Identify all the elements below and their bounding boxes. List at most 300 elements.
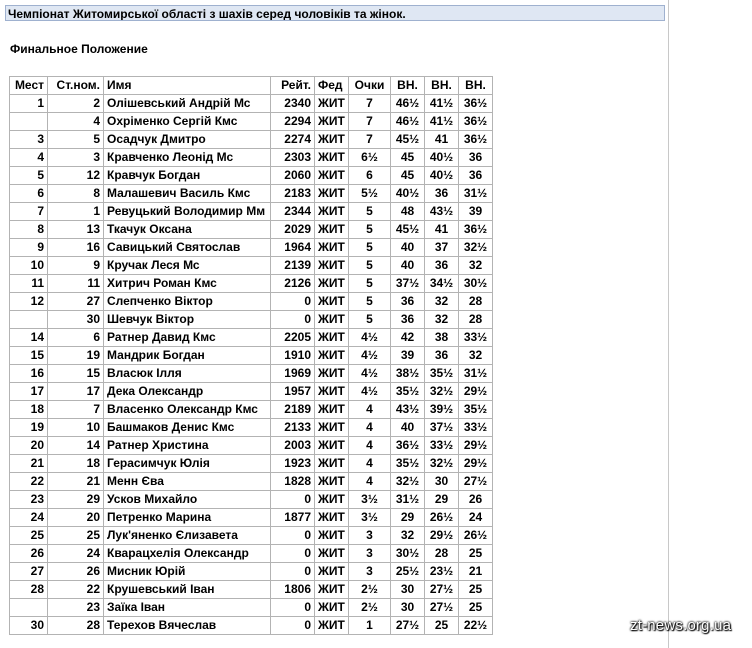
cell-place: 24 bbox=[10, 509, 48, 527]
header-place: Мест bbox=[10, 77, 48, 95]
cell-tiebreak-3: 36 bbox=[459, 149, 493, 167]
cell-tiebreak-2: 36 bbox=[425, 185, 459, 203]
cell-points: 4½ bbox=[349, 329, 391, 347]
cell-start-number: 13 bbox=[48, 221, 104, 239]
cell-tiebreak-3: 26½ bbox=[459, 527, 493, 545]
table-row bbox=[10, 347, 493, 365]
cell-tiebreak-1: 45½ bbox=[391, 221, 425, 239]
table-row bbox=[10, 113, 493, 131]
cell-tiebreak-1: 46½ bbox=[391, 95, 425, 113]
cell-start-number: 28 bbox=[48, 617, 104, 635]
cell-name: Слепченко Віктор bbox=[104, 293, 271, 311]
table-row bbox=[10, 239, 493, 257]
cell-points: 1 bbox=[349, 617, 391, 635]
cell-rating: 1923 bbox=[271, 455, 315, 473]
cell-place: 11 bbox=[10, 275, 48, 293]
cell-tiebreak-3: 31½ bbox=[459, 185, 493, 203]
cell-name: Герасимчук Юлія bbox=[104, 455, 271, 473]
cell-name: Менн Єва bbox=[104, 473, 271, 491]
cell-name: Петренко Марина bbox=[104, 509, 271, 527]
cell-name: Власюк Ілля bbox=[104, 365, 271, 383]
cell-start-number: 14 bbox=[48, 437, 104, 455]
cell-tiebreak-1: 40 bbox=[391, 257, 425, 275]
cell-rating: 1877 bbox=[271, 509, 315, 527]
cell-place: 4 bbox=[10, 149, 48, 167]
cell-tiebreak-3: 30½ bbox=[459, 275, 493, 293]
cell-points: 5 bbox=[349, 221, 391, 239]
cell-place: 16 bbox=[10, 365, 48, 383]
cell-tiebreak-1: 32 bbox=[391, 527, 425, 545]
cell-tiebreak-3: 31½ bbox=[459, 365, 493, 383]
cell-federation: ЖИТ bbox=[315, 581, 349, 599]
cell-points: 2½ bbox=[349, 599, 391, 617]
cell-federation: ЖИТ bbox=[315, 131, 349, 149]
cell-name: Крушевський Іван bbox=[104, 581, 271, 599]
cell-tiebreak-2: 29½ bbox=[425, 527, 459, 545]
cell-tiebreak-3: 36½ bbox=[459, 95, 493, 113]
cell-tiebreak-2: 32½ bbox=[425, 455, 459, 473]
cell-start-number: 8 bbox=[48, 185, 104, 203]
cell-federation: ЖИТ bbox=[315, 185, 349, 203]
cell-tiebreak-2: 26½ bbox=[425, 509, 459, 527]
table-row bbox=[10, 437, 493, 455]
cell-points: 4½ bbox=[349, 347, 391, 365]
cell-tiebreak-1: 29 bbox=[391, 509, 425, 527]
cell-place: 30 bbox=[10, 617, 48, 635]
cell-start-number: 20 bbox=[48, 509, 104, 527]
cell-points: 5 bbox=[349, 239, 391, 257]
cell-name: Кравчук Богдан bbox=[104, 167, 271, 185]
table-row bbox=[10, 149, 493, 167]
cell-rating: 0 bbox=[271, 545, 315, 563]
cell-tiebreak-2: 29 bbox=[425, 491, 459, 509]
cell-tiebreak-2: 40½ bbox=[425, 167, 459, 185]
cell-tiebreak-1: 45 bbox=[391, 149, 425, 167]
cell-rating: 2133 bbox=[271, 419, 315, 437]
cell-start-number: 25 bbox=[48, 527, 104, 545]
table-row bbox=[10, 365, 493, 383]
cell-tiebreak-2: 36 bbox=[425, 257, 459, 275]
table-row bbox=[10, 455, 493, 473]
cell-name: Осадчук Дмитро bbox=[104, 131, 271, 149]
cell-federation: ЖИТ bbox=[315, 383, 349, 401]
cell-place: 8 bbox=[10, 221, 48, 239]
cell-federation: ЖИТ bbox=[315, 545, 349, 563]
table-row bbox=[10, 167, 493, 185]
cell-points: 3 bbox=[349, 545, 391, 563]
cell-start-number: 21 bbox=[48, 473, 104, 491]
cell-tiebreak-3: 29½ bbox=[459, 383, 493, 401]
cell-name: Мисник Юрій bbox=[104, 563, 271, 581]
cell-start-number: 2 bbox=[48, 95, 104, 113]
cell-tiebreak-2: 41½ bbox=[425, 95, 459, 113]
frame-divider bbox=[668, 0, 669, 648]
cell-tiebreak-1: 36 bbox=[391, 293, 425, 311]
cell-place bbox=[10, 311, 48, 329]
cell-start-number: 29 bbox=[48, 491, 104, 509]
cell-place: 15 bbox=[10, 347, 48, 365]
cell-tiebreak-2: 25 bbox=[425, 617, 459, 635]
cell-rating: 1957 bbox=[271, 383, 315, 401]
cell-start-number: 5 bbox=[48, 131, 104, 149]
cell-name: Ратнер Христина bbox=[104, 437, 271, 455]
cell-federation: ЖИТ bbox=[315, 311, 349, 329]
cell-tiebreak-3: 36½ bbox=[459, 221, 493, 239]
cell-federation: ЖИТ bbox=[315, 329, 349, 347]
cell-name: Олішевський Андрій Мс bbox=[104, 95, 271, 113]
cell-points: 4½ bbox=[349, 365, 391, 383]
cell-tiebreak-1: 42 bbox=[391, 329, 425, 347]
cell-tiebreak-3: 36 bbox=[459, 167, 493, 185]
cell-name: Мандрик Богдан bbox=[104, 347, 271, 365]
cell-federation: ЖИТ bbox=[315, 221, 349, 239]
cell-tiebreak-1: 30 bbox=[391, 599, 425, 617]
cell-start-number: 9 bbox=[48, 257, 104, 275]
cell-rating: 2344 bbox=[271, 203, 315, 221]
cell-tiebreak-2: 38 bbox=[425, 329, 459, 347]
cell-start-number: 7 bbox=[48, 401, 104, 419]
cell-tiebreak-2: 27½ bbox=[425, 581, 459, 599]
cell-start-number: 22 bbox=[48, 581, 104, 599]
cell-start-number: 10 bbox=[48, 419, 104, 437]
cell-tiebreak-3: 36½ bbox=[459, 113, 493, 131]
cell-rating: 2294 bbox=[271, 113, 315, 131]
cell-tiebreak-1: 25½ bbox=[391, 563, 425, 581]
cell-rating: 2189 bbox=[271, 401, 315, 419]
cell-points: 7 bbox=[349, 95, 391, 113]
cell-tiebreak-1: 40 bbox=[391, 419, 425, 437]
cell-place: 10 bbox=[10, 257, 48, 275]
cell-tiebreak-1: 45½ bbox=[391, 131, 425, 149]
cell-rating: 2139 bbox=[271, 257, 315, 275]
header-tiebreak-3: ВН. bbox=[459, 77, 493, 95]
cell-tiebreak-2: 40½ bbox=[425, 149, 459, 167]
cell-points: 7 bbox=[349, 131, 391, 149]
cell-tiebreak-2: 37½ bbox=[425, 419, 459, 437]
cell-points: 4 bbox=[349, 401, 391, 419]
cell-tiebreak-1: 37½ bbox=[391, 275, 425, 293]
cell-tiebreak-1: 48 bbox=[391, 203, 425, 221]
cell-name: Кручак Леся Мс bbox=[104, 257, 271, 275]
table-row bbox=[10, 185, 493, 203]
cell-place: 5 bbox=[10, 167, 48, 185]
cell-place: 21 bbox=[10, 455, 48, 473]
cell-federation: ЖИТ bbox=[315, 239, 349, 257]
cell-name: Башмаков Денис Кмс bbox=[104, 419, 271, 437]
cell-federation: ЖИТ bbox=[315, 491, 349, 509]
cell-points: 6½ bbox=[349, 149, 391, 167]
cell-start-number: 6 bbox=[48, 329, 104, 347]
cell-rating: 1969 bbox=[271, 365, 315, 383]
cell-tiebreak-3: 32 bbox=[459, 347, 493, 365]
table-row bbox=[10, 401, 493, 419]
cell-points: 5 bbox=[349, 257, 391, 275]
cell-start-number: 26 bbox=[48, 563, 104, 581]
cell-name: Лук'яненко Єлизавета bbox=[104, 527, 271, 545]
cell-place: 22 bbox=[10, 473, 48, 491]
cell-place: 3 bbox=[10, 131, 48, 149]
cell-federation: ЖИТ bbox=[315, 527, 349, 545]
cell-tiebreak-2: 32 bbox=[425, 311, 459, 329]
cell-tiebreak-3: 28 bbox=[459, 311, 493, 329]
cell-tiebreak-1: 30½ bbox=[391, 545, 425, 563]
cell-points: 4 bbox=[349, 473, 391, 491]
cell-rating: 1910 bbox=[271, 347, 315, 365]
header-tiebreak-2: ВН. bbox=[425, 77, 459, 95]
table-row bbox=[10, 329, 493, 347]
cell-name: Власенко Олександр Кмс bbox=[104, 401, 271, 419]
cell-place bbox=[10, 113, 48, 131]
cell-place: 7 bbox=[10, 203, 48, 221]
table-row bbox=[10, 491, 493, 509]
cell-name: Малашевич Василь Кмс bbox=[104, 185, 271, 203]
cell-points: 5 bbox=[349, 275, 391, 293]
cell-start-number: 12 bbox=[48, 167, 104, 185]
cell-tiebreak-1: 35½ bbox=[391, 455, 425, 473]
table-row bbox=[10, 95, 493, 113]
cell-points: 4½ bbox=[349, 383, 391, 401]
cell-name: Охріменко Сергій Кмс bbox=[104, 113, 271, 131]
header-federation: Фед bbox=[315, 77, 349, 95]
cell-place bbox=[10, 599, 48, 617]
cell-federation: ЖИТ bbox=[315, 509, 349, 527]
cell-tiebreak-1: 39 bbox=[391, 347, 425, 365]
cell-federation: ЖИТ bbox=[315, 167, 349, 185]
cell-tiebreak-3: 29½ bbox=[459, 437, 493, 455]
cell-name: Ткачук Оксана bbox=[104, 221, 271, 239]
cell-tiebreak-2: 41 bbox=[425, 131, 459, 149]
cell-federation: ЖИТ bbox=[315, 455, 349, 473]
cell-rating: 1828 bbox=[271, 473, 315, 491]
cell-rating: 2303 bbox=[271, 149, 315, 167]
cell-tiebreak-2: 35½ bbox=[425, 365, 459, 383]
cell-place: 14 bbox=[10, 329, 48, 347]
cell-points: 3½ bbox=[349, 509, 391, 527]
cell-name: Дека Олександр bbox=[104, 383, 271, 401]
cell-start-number: 24 bbox=[48, 545, 104, 563]
cell-federation: ЖИТ bbox=[315, 257, 349, 275]
cell-start-number: 1 bbox=[48, 203, 104, 221]
table-row bbox=[10, 527, 493, 545]
cell-rating: 2060 bbox=[271, 167, 315, 185]
cell-name: Кравченко Леонід Мс bbox=[104, 149, 271, 167]
cell-name: Кварацхелія Олександр bbox=[104, 545, 271, 563]
cell-tiebreak-3: 25 bbox=[459, 581, 493, 599]
cell-tiebreak-2: 33½ bbox=[425, 437, 459, 455]
table-row bbox=[10, 275, 493, 293]
cell-rating: 0 bbox=[271, 491, 315, 509]
table-row bbox=[10, 311, 493, 329]
cell-rating: 0 bbox=[271, 599, 315, 617]
table-row bbox=[10, 617, 493, 635]
cell-federation: ЖИТ bbox=[315, 617, 349, 635]
cell-federation: ЖИТ bbox=[315, 365, 349, 383]
cell-name: Терехов Вячеслав bbox=[104, 617, 271, 635]
table-row bbox=[10, 581, 493, 599]
cell-place: 23 bbox=[10, 491, 48, 509]
cell-rating: 2274 bbox=[271, 131, 315, 149]
cell-tiebreak-3: 33½ bbox=[459, 419, 493, 437]
cell-rating: 2205 bbox=[271, 329, 315, 347]
table-row bbox=[10, 473, 493, 491]
cell-tiebreak-2: 36 bbox=[425, 347, 459, 365]
cell-federation: ЖИТ bbox=[315, 599, 349, 617]
cell-tiebreak-3: 21 bbox=[459, 563, 493, 581]
header-tiebreak-1: ВН. bbox=[391, 77, 425, 95]
cell-tiebreak-1: 38½ bbox=[391, 365, 425, 383]
cell-tiebreak-3: 27½ bbox=[459, 473, 493, 491]
cell-rating: 2003 bbox=[271, 437, 315, 455]
cell-points: 4 bbox=[349, 419, 391, 437]
cell-rating: 1964 bbox=[271, 239, 315, 257]
table-row bbox=[10, 293, 493, 311]
table-row bbox=[10, 545, 493, 563]
cell-rating: 1806 bbox=[271, 581, 315, 599]
cell-rating: 0 bbox=[271, 311, 315, 329]
cell-federation: ЖИТ bbox=[315, 419, 349, 437]
cell-tiebreak-1: 32½ bbox=[391, 473, 425, 491]
cell-tiebreak-1: 45 bbox=[391, 167, 425, 185]
cell-tiebreak-2: 23½ bbox=[425, 563, 459, 581]
header-start-number: Ст.ном. bbox=[48, 77, 104, 95]
cell-rating: 2126 bbox=[271, 275, 315, 293]
cell-tiebreak-2: 34½ bbox=[425, 275, 459, 293]
cell-tiebreak-1: 36 bbox=[391, 311, 425, 329]
cell-tiebreak-3: 25 bbox=[459, 599, 493, 617]
cell-tiebreak-1: 35½ bbox=[391, 383, 425, 401]
cell-rating: 2183 bbox=[271, 185, 315, 203]
cell-tiebreak-1: 40½ bbox=[391, 185, 425, 203]
cell-start-number: 11 bbox=[48, 275, 104, 293]
table-row bbox=[10, 599, 493, 617]
cell-tiebreak-1: 27½ bbox=[391, 617, 425, 635]
cell-federation: ЖИТ bbox=[315, 293, 349, 311]
cell-place: 9 bbox=[10, 239, 48, 257]
cell-federation: ЖИТ bbox=[315, 275, 349, 293]
cell-place: 12 bbox=[10, 293, 48, 311]
cell-tiebreak-3: 29½ bbox=[459, 455, 493, 473]
cell-rating: 0 bbox=[271, 617, 315, 635]
cell-tiebreak-1: 40 bbox=[391, 239, 425, 257]
cell-tiebreak-3: 25 bbox=[459, 545, 493, 563]
cell-tiebreak-2: 43½ bbox=[425, 203, 459, 221]
cell-tiebreak-3: 35½ bbox=[459, 401, 493, 419]
cell-start-number: 27 bbox=[48, 293, 104, 311]
cell-place: 26 bbox=[10, 545, 48, 563]
cell-federation: ЖИТ bbox=[315, 203, 349, 221]
cell-start-number: 3 bbox=[48, 149, 104, 167]
cell-points: 6 bbox=[349, 167, 391, 185]
cell-federation: ЖИТ bbox=[315, 113, 349, 131]
cell-federation: ЖИТ bbox=[315, 473, 349, 491]
table-row bbox=[10, 257, 493, 275]
cell-tiebreak-3: 24 bbox=[459, 509, 493, 527]
cell-tiebreak-2: 30 bbox=[425, 473, 459, 491]
standings-table bbox=[9, 76, 493, 635]
cell-rating: 2340 bbox=[271, 95, 315, 113]
cell-tiebreak-3: 32½ bbox=[459, 239, 493, 257]
cell-points: 3 bbox=[349, 527, 391, 545]
cell-tiebreak-3: 33½ bbox=[459, 329, 493, 347]
cell-tiebreak-2: 41½ bbox=[425, 113, 459, 131]
header-rating: Рейт. bbox=[271, 77, 315, 95]
cell-name: Шевчук Віктор bbox=[104, 311, 271, 329]
cell-tiebreak-3: 26 bbox=[459, 491, 493, 509]
header-points: Очки bbox=[349, 77, 391, 95]
cell-tiebreak-3: 36½ bbox=[459, 131, 493, 149]
cell-tiebreak-1: 46½ bbox=[391, 113, 425, 131]
cell-name: Хитрич Роман Кмс bbox=[104, 275, 271, 293]
cell-place: 1 bbox=[10, 95, 48, 113]
cell-rating: 0 bbox=[271, 563, 315, 581]
cell-place: 20 bbox=[10, 437, 48, 455]
cell-tiebreak-2: 27½ bbox=[425, 599, 459, 617]
standings-subtitle: Финальное Положение bbox=[10, 42, 148, 56]
table-row bbox=[10, 509, 493, 527]
cell-tiebreak-1: 30 bbox=[391, 581, 425, 599]
cell-tiebreak-2: 39½ bbox=[425, 401, 459, 419]
cell-place: 25 bbox=[10, 527, 48, 545]
cell-place: 19 bbox=[10, 419, 48, 437]
cell-start-number: 4 bbox=[48, 113, 104, 131]
table-row bbox=[10, 203, 493, 221]
cell-tiebreak-3: 28 bbox=[459, 293, 493, 311]
cell-tiebreak-3: 32 bbox=[459, 257, 493, 275]
cell-federation: ЖИТ bbox=[315, 149, 349, 167]
cell-tiebreak-3: 39 bbox=[459, 203, 493, 221]
cell-rating: 2029 bbox=[271, 221, 315, 239]
cell-start-number: 18 bbox=[48, 455, 104, 473]
site-watermark: zt-news.org.ua bbox=[630, 617, 732, 634]
cell-federation: ЖИТ bbox=[315, 401, 349, 419]
cell-start-number: 15 bbox=[48, 365, 104, 383]
cell-points: 3½ bbox=[349, 491, 391, 509]
cell-start-number: 16 bbox=[48, 239, 104, 257]
cell-tiebreak-2: 37 bbox=[425, 239, 459, 257]
table-row bbox=[10, 383, 493, 401]
cell-place: 17 bbox=[10, 383, 48, 401]
cell-rating: 0 bbox=[271, 527, 315, 545]
cell-points: 4 bbox=[349, 455, 391, 473]
cell-start-number: 17 bbox=[48, 383, 104, 401]
cell-tiebreak-1: 43½ bbox=[391, 401, 425, 419]
cell-tiebreak-2: 32½ bbox=[425, 383, 459, 401]
table-row bbox=[10, 131, 493, 149]
table-row bbox=[10, 563, 493, 581]
cell-points: 7 bbox=[349, 113, 391, 131]
cell-start-number: 23 bbox=[48, 599, 104, 617]
header-name: Имя bbox=[104, 77, 271, 95]
table-row bbox=[10, 221, 493, 239]
cell-name: Савицький Святослав bbox=[104, 239, 271, 257]
cell-place: 6 bbox=[10, 185, 48, 203]
cell-federation: ЖИТ bbox=[315, 437, 349, 455]
cell-federation: ЖИТ bbox=[315, 347, 349, 365]
cell-name: Усков Михайло bbox=[104, 491, 271, 509]
cell-federation: ЖИТ bbox=[315, 563, 349, 581]
table-row bbox=[10, 419, 493, 437]
cell-start-number: 30 bbox=[48, 311, 104, 329]
cell-rating: 0 bbox=[271, 293, 315, 311]
cell-start-number: 19 bbox=[48, 347, 104, 365]
table-header-row bbox=[10, 77, 493, 95]
cell-federation: ЖИТ bbox=[315, 95, 349, 113]
cell-tiebreak-3: 22½ bbox=[459, 617, 493, 635]
cell-name: Ревуцький Володимир Мм bbox=[104, 203, 271, 221]
cell-points: 5½ bbox=[349, 185, 391, 203]
cell-name: Заїка Іван bbox=[104, 599, 271, 617]
cell-points: 5 bbox=[349, 203, 391, 221]
